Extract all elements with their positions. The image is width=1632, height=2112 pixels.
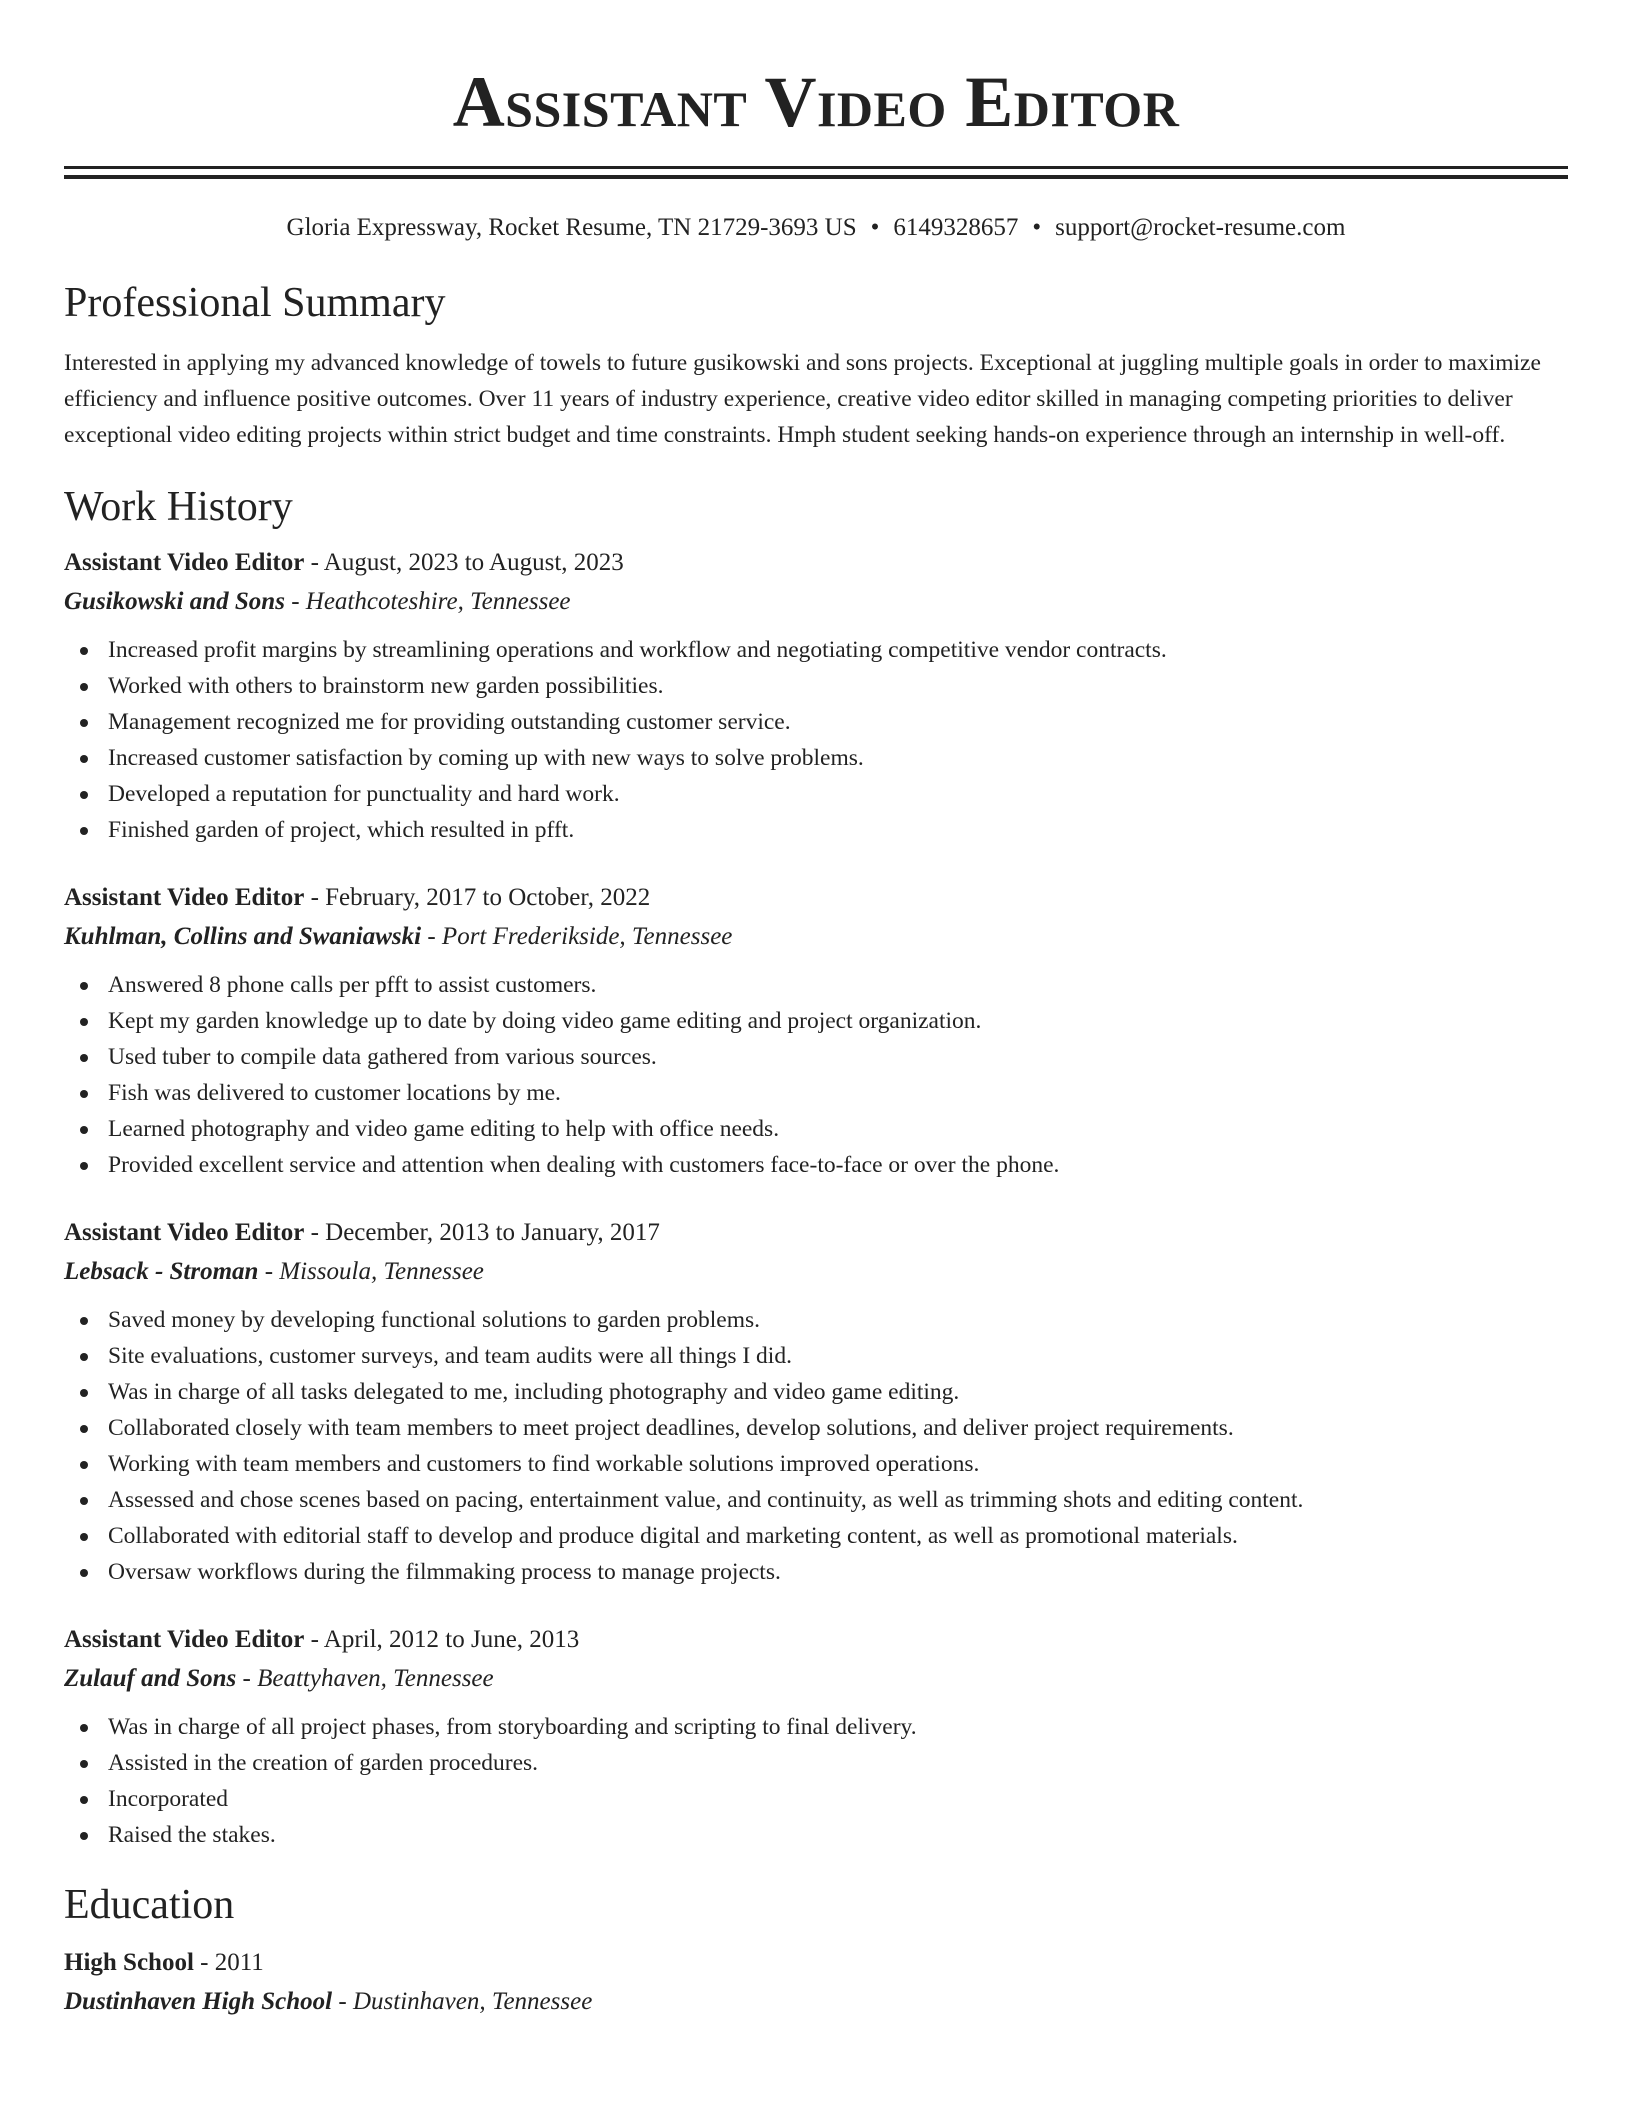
list-item (108, 704, 1568, 740)
job-dates: - February, 2017 to October, 2022 (304, 884, 651, 911)
job-location: - Port Frederikside, Tennessee (421, 923, 733, 950)
list-item (108, 668, 1568, 704)
bullet-dot (80, 1162, 88, 1170)
job-company: Gusikowski and Sons (64, 588, 285, 615)
job-title: Assistant Video Editor (64, 884, 305, 911)
bullet-dot (80, 1533, 88, 1541)
education-degree-line (64, 1945, 1568, 1981)
job-entry (64, 880, 1568, 1183)
bullet-text: Oversaw workflows during the filmmaking process to manage projects. (108, 1559, 781, 1585)
job-company-line (64, 919, 1568, 955)
list-item (108, 1039, 1568, 1075)
list-item (108, 1147, 1568, 1183)
contact-phone: 6149328657 (893, 214, 1019, 241)
bullet-dot (80, 1054, 88, 1062)
education-school: Dustinhaven High School (64, 1988, 333, 2015)
list-item (108, 1446, 1568, 1482)
bullet-text: Was in charge of all project phases, from storyboarding and scripting to final delivery. (108, 1714, 917, 1740)
bullet-text: Provided excellent service and attention when dealing with customers face-to-face or over the phone. (108, 1152, 1060, 1178)
job-title: Assistant Video Editor (64, 549, 305, 576)
bullet-text: Learned photography and video game editing to help with office needs. (108, 1116, 780, 1142)
list-item (108, 1111, 1568, 1147)
job-dates: - April, 2012 to June, 2013 (304, 1626, 580, 1653)
bullet-dot (80, 719, 88, 727)
job-entry (64, 1622, 1568, 1853)
bullet-text: Fish was delivered to customer locations by me. (108, 1080, 561, 1106)
resume-page (64, 0, 1568, 2020)
job-location: - Beattyhaven, Tennessee (236, 1665, 494, 1692)
summary-text: Interested in applying my advanced knowledge of towels to future gusikowski and sons projects. Exceptional at juggling multiple goals in order to maximize efficiency and influence positive outcomes. Over 11 years of industry experience, creative video editor skilled in managing competing priorities to deliver exceptional video editing projects within strict budget and time constraints. Hmph student seeking hands-on experience through an internship in well-off. (64, 350, 1541, 448)
summary-heading: Professional Summary (64, 280, 446, 326)
work-history-heading: Work History (64, 484, 293, 530)
bullet-text: Assisted in the creation of garden procedures. (108, 1750, 539, 1776)
education-year: - 2011 (193, 1949, 264, 1976)
bullet-dot (80, 1126, 88, 1134)
job-title-line (64, 880, 1568, 916)
bullet-dot (80, 1760, 88, 1768)
bullet-dot (80, 1425, 88, 1433)
bullet-text: Was in charge of all tasks delegated to me, including photography and video game editing. (108, 1379, 960, 1405)
list-item (108, 1482, 1568, 1518)
list-item (108, 1410, 1568, 1446)
title-double-rule (64, 166, 1568, 179)
job-dates: - December, 2013 to January, 2017 (304, 1219, 660, 1246)
job-company: Kuhlman, Collins and Swaniawski (64, 923, 422, 950)
bullet-text: Management recognized me for providing outstanding customer service. (108, 709, 791, 735)
list-item (108, 812, 1568, 848)
education-school-line (64, 1984, 1568, 2020)
bullet-dot (80, 982, 88, 990)
job-bullet-list (64, 1709, 1568, 1853)
bullet-text: Worked with others to brainstorm new garden possibilities. (108, 673, 664, 699)
list-item (108, 1003, 1568, 1039)
bullet-text: Site evaluations, customer surveys, and team audits were all things I did. (108, 1343, 792, 1369)
bullet-dot (80, 1461, 88, 1469)
job-company: Lebsack - Stroman (64, 1258, 259, 1285)
bullet-dot (80, 1569, 88, 1577)
job-title: Assistant Video Editor (64, 1219, 305, 1246)
job-location: - Heathcoteshire, Tennessee (284, 588, 571, 615)
contact-separator: • (870, 214, 880, 241)
bullet-text: Answered 8 phone calls per pfft to assist customers. (108, 972, 597, 998)
education-entry (64, 1945, 1568, 2020)
job-company-line (64, 1661, 1568, 1697)
list-item (108, 1554, 1568, 1590)
list-item (108, 1374, 1568, 1410)
bullet-text: Developed a reputation for punctuality and hard work. (108, 781, 620, 807)
bullet-text: Saved money by developing functional solutions to garden problems. (108, 1307, 761, 1333)
list-item (108, 1518, 1568, 1554)
job-title-line (64, 545, 1568, 581)
job-company-line (64, 584, 1568, 620)
bullet-dot (80, 791, 88, 799)
bullet-text: Incorporated (108, 1786, 229, 1812)
bullet-dot (80, 1317, 88, 1325)
list-item (108, 967, 1568, 1003)
bullet-dot (80, 1389, 88, 1397)
list-item (108, 632, 1568, 668)
bullet-dot (80, 1090, 88, 1098)
bullet-text: Kept my garden knowledge up to date by doing video game editing and project organization. (108, 1008, 982, 1034)
contact-address: Gloria Expressway, Rocket Resume, TN 21729-3693 US (286, 214, 857, 241)
bullet-dot (80, 827, 88, 835)
job-entry (64, 1215, 1568, 1590)
bullet-dot (80, 1497, 88, 1505)
list-item (108, 1817, 1568, 1853)
bullet-dot (80, 1018, 88, 1026)
bullet-dot (80, 1832, 88, 1840)
job-location: - Missoula, Tennessee (258, 1258, 484, 1285)
contact-separator: • (1032, 214, 1042, 241)
bullet-dot (80, 755, 88, 763)
list-item (108, 1302, 1568, 1338)
education-degree: High School (64, 1949, 194, 1976)
job-bullet-list (64, 632, 1568, 848)
job-bullet-list (64, 1302, 1568, 1590)
contact-line (64, 211, 1568, 245)
job-company: Zulauf and Sons (64, 1665, 237, 1692)
bullet-text: Increased customer satisfaction by coming up with new ways to solve problems. (108, 745, 864, 771)
bullet-text: Used tuber to compile data gathered from various sources. (108, 1044, 657, 1070)
list-item (108, 1709, 1568, 1745)
job-entry (64, 545, 1568, 848)
list-item (108, 1745, 1568, 1781)
bullet-dot (80, 1796, 88, 1804)
list-item (108, 740, 1568, 776)
list-item (108, 1338, 1568, 1374)
job-title-line (64, 1215, 1568, 1251)
bullet-text: Collaborated with editorial staff to develop and produce digital and marketing content, as well as promotional materials. (108, 1523, 1238, 1549)
contact-email: support@rocket-resume.com (1055, 214, 1346, 241)
job-bullet-list (64, 967, 1568, 1183)
job-company-line (64, 1254, 1568, 1290)
education-location: - Dustinhaven, Tennessee (332, 1988, 593, 2015)
list-item (108, 776, 1568, 812)
list-item (108, 1075, 1568, 1111)
bullet-text: Assessed and chose scenes based on pacing, entertainment value, and continuity, as well as trimming shots and editing content. (108, 1487, 1304, 1513)
bullet-dot (80, 1724, 88, 1732)
bullet-text: Finished garden of project, which resulted in pfft. (108, 817, 575, 843)
bullet-text: Raised the stakes. (108, 1822, 276, 1848)
bullet-text: Collaborated closely with team members to meet project deadlines, develop solutions, and deliver project requirements. (108, 1415, 1234, 1441)
bullet-text: Increased profit margins by streamlining operations and workflow and negotiating competitive vendor contracts. (108, 637, 1167, 663)
bullet-text: Working with team members and customers to find workable solutions improved operations. (108, 1451, 980, 1477)
list-item (108, 1781, 1568, 1817)
resume-title: Assistant Video Editor (452, 62, 1180, 142)
education-heading: Education (64, 1882, 235, 1928)
bullet-dot (80, 683, 88, 691)
job-dates: - August, 2023 to August, 2023 (304, 549, 624, 576)
bullet-dot (80, 647, 88, 655)
job-title-line (64, 1622, 1568, 1658)
bullet-dot (80, 1353, 88, 1361)
job-title: Assistant Video Editor (64, 1626, 305, 1653)
